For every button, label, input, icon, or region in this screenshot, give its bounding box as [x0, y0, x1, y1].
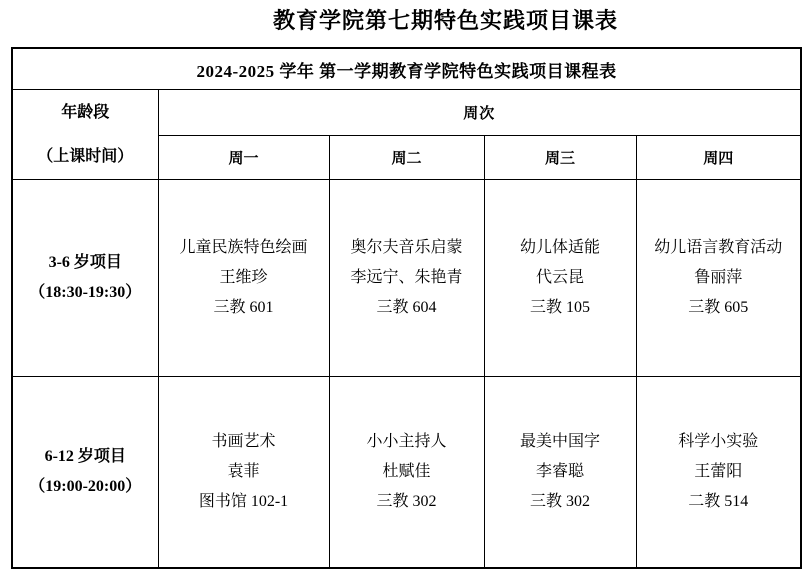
age-group-time: （19:00-20:00）: [29, 478, 142, 495]
course-name: 科学小实验: [678, 433, 759, 450]
course-cell-tue: [329, 377, 484, 569]
age-group-time: （18:30-19:30）: [29, 284, 142, 301]
course-cell-mon: [158, 377, 329, 569]
course-cell-thu: [636, 180, 801, 377]
page-title: 教育学院第七期特色实践项目课表: [272, 8, 618, 33]
day-header-wednesday: 周三: [484, 136, 636, 180]
teacher-name: 杜赋佳: [382, 463, 431, 480]
course-cell-thu: [636, 377, 801, 569]
day-header-monday: 周一: [158, 136, 329, 180]
week-header: 周次: [158, 90, 801, 136]
course-cell-mon: [158, 180, 329, 377]
room-label: 三教 302: [376, 493, 437, 510]
age-group-cell: [12, 180, 158, 377]
room-label: 三教 601: [213, 299, 274, 316]
table-caption: 2024-2025 学年 第一学期教育学院特色实践项目课程表: [12, 48, 801, 90]
course-name: 幼儿体适能: [519, 239, 600, 256]
age-group-label: 3-6 岁项目: [48, 254, 122, 271]
course-name: 最美中国字: [519, 433, 600, 450]
room-label: 三教 605: [688, 299, 749, 316]
course-name: 儿童民族特色绘画: [179, 239, 308, 256]
teacher-name: 王维珍: [219, 269, 268, 286]
teacher-name: 代云昆: [535, 269, 584, 286]
teacher-name: 袁菲: [227, 463, 260, 480]
room-label: 三教 105: [529, 299, 590, 316]
day-header-thursday: 周四: [636, 136, 801, 180]
room-label: 三教 302: [529, 493, 590, 510]
corner-header-line2: （上课时间）: [37, 147, 134, 165]
week-header-row: [12, 90, 801, 136]
age-group-cell: [12, 377, 158, 569]
table-row: [12, 377, 801, 569]
caption-row: [12, 48, 801, 90]
course-cell-wed: [484, 180, 636, 377]
schedule-table: [11, 47, 802, 569]
teacher-name: 李睿聪: [535, 463, 584, 480]
room-label: 三教 604: [376, 299, 437, 316]
teacher-name: 王蕾阳: [694, 463, 743, 480]
table-row: [12, 180, 801, 377]
day-header-tuesday: 周二: [329, 136, 484, 180]
teacher-name: 鲁丽萍: [694, 269, 743, 286]
corner-header-line1: 年龄段: [61, 103, 110, 121]
course-cell-tue: [329, 180, 484, 377]
course-name: 小小主持人: [366, 433, 447, 450]
room-label: 图书馆 102-1: [198, 493, 289, 510]
course-name: 幼儿语言教育活动: [654, 239, 783, 256]
age-group-label: 6-12 岁项目: [44, 448, 126, 465]
course-cell-wed: [484, 377, 636, 569]
course-name: 奥尔夫音乐启蒙: [350, 239, 463, 256]
corner-header-cell: [12, 90, 158, 180]
teacher-name: 李远宁、朱艳青: [350, 269, 463, 286]
course-name: 书画艺术: [211, 433, 276, 450]
room-label: 二教 514: [688, 493, 749, 510]
